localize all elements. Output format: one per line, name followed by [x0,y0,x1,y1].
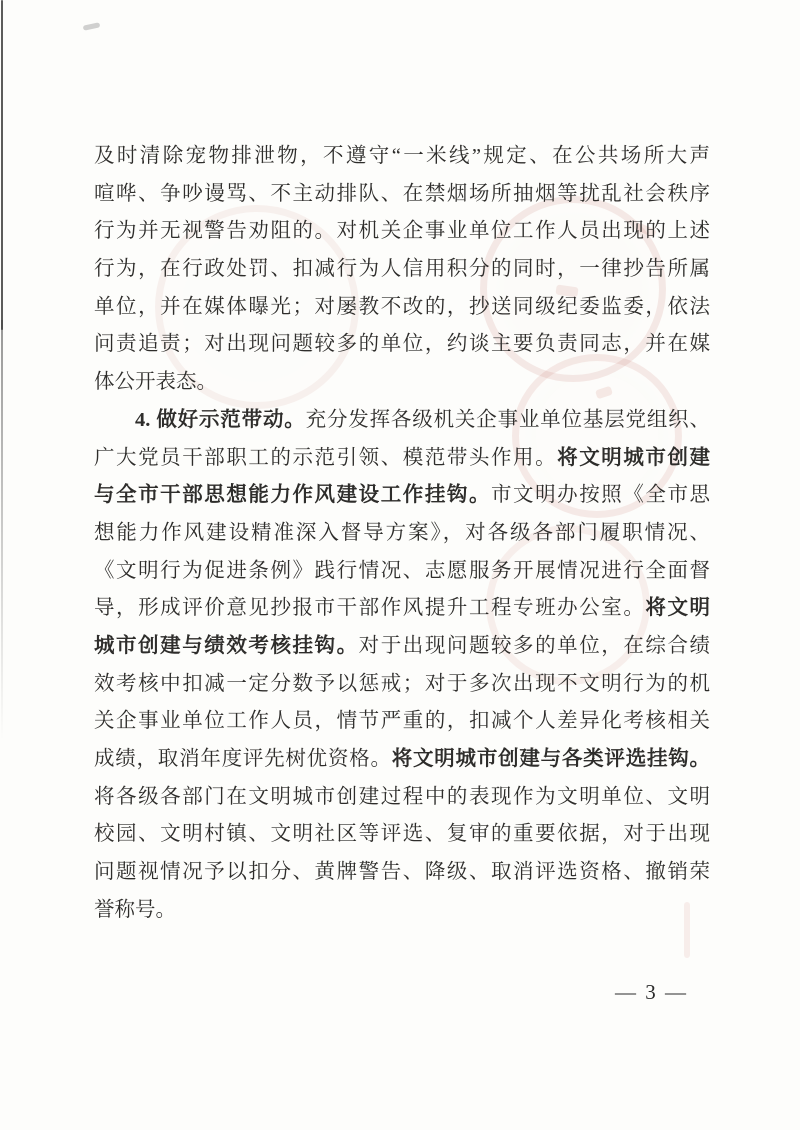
text-segment: 喧哗、争吵谩骂、不主动排队、在禁烟场所抽烟等扰乱社会秩序 [94,182,710,205]
text-line [94,666,710,704]
text-segment: 导，形成评价意见抄报市干部作风提升工程专班办公室。 [94,597,646,620]
text-line [94,477,710,515]
text-segment: 行为，在行政处罚、扣减行为人信用积分的同时，一律抄告所属 [94,258,710,281]
text-segment: 广大党员干部职工的示范引领、模范带头作用。 [94,446,558,469]
text-line [94,364,710,402]
text-segment: 将文明城市创建与各类评选挂钩。 [391,748,710,770]
text-segment: 对于出现问题较多的单位，在综合绩 [358,634,711,657]
text-line [94,892,710,930]
text-segment: 校园、文明村镇、文明社区等评选、复审的重要依据，对于出现 [94,823,710,846]
text-line [94,402,710,440]
text-segment: 及时清除宠物排泄物，不遵守“一米线”规定、在公共场所大声 [94,145,710,167]
text-segment: 将文明 [645,597,711,620]
text-segment: 想能力作风建设精准深入督导方案》，对各级各部门履职情况、 [94,521,710,544]
text-line [94,515,710,553]
text-line [94,590,710,628]
text-line [94,628,710,666]
page-number: — 3 — [615,980,688,1004]
text-segment: 4. 做好示范带动。 [135,408,306,431]
text-line [94,326,710,364]
text-line [94,553,710,591]
text-segment: 将文明城市创建 [557,446,711,469]
text-segment: 单位，并在媒体曝光；对屡教不改的，抄送同级纪委监委，依法 [94,295,710,318]
text-line [94,289,710,327]
scan-edge-line-fade [1,320,3,740]
text-segment: 誉称号。 [94,898,176,921]
text-line [94,138,710,176]
text-line [94,176,710,214]
text-segment: 充分发挥各级机关企事业单位基层党组织、 [305,408,711,431]
text-segment: 问责追责；对出现问题较多的单位，约谈主要负责同志，并在媒 [94,333,710,356]
text-segment: 《文明行为促进条例》践行情况、志愿服务开展情况进行全面督 [94,559,710,582]
text-line [94,741,710,779]
text-segment: 城市创建与绩效考核挂钩。 [94,634,359,657]
scan-edge-line [1,0,3,330]
text-line [94,779,710,817]
text-segment: 市文明办按照《全市思 [491,484,710,507]
text-line [94,213,710,251]
text-segment: 成绩，取消年度评先树优资格。 [94,748,392,770]
text-line [94,816,710,854]
text-segment: 将各级各部门在文明城市创建过程中的表现作为文明单位、文明 [94,785,710,808]
text-line [94,854,710,892]
text-line [94,251,710,289]
text-segment: 关企事业单位工作人员，情节严重的，扣减个人差异化考核相关 [94,710,710,733]
text-line [94,440,710,478]
document-body [94,138,710,929]
text-segment: 效考核中扣减一定分数予以惩戒；对于多次出现不文明行为的机 [94,672,710,695]
text-segment: 行为并无视警告劝阻的。对机关企事业单位工作人员出现的上述 [94,220,710,243]
text-segment: 问题视情况予以扣分、黄牌警告、降级、取消评选资格、撤销荣 [94,861,710,884]
scan-smudge [83,22,101,30]
text-segment: 体公开表态。 [94,371,217,394]
text-segment: 与全市干部思想能力作风建设工作挂钩。 [94,484,491,507]
text-line [94,703,710,741]
